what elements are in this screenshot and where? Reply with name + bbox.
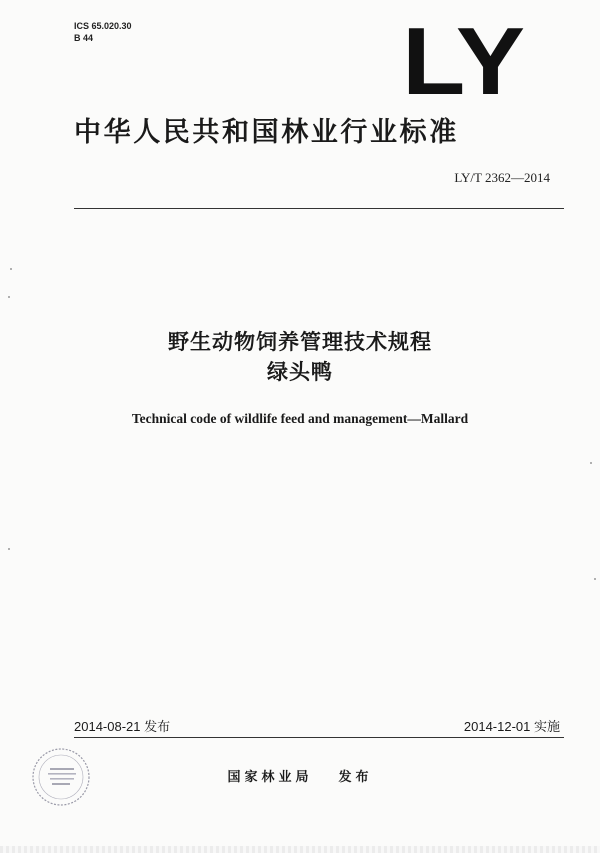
scan-speck [590, 462, 592, 464]
scan-edge [0, 846, 600, 853]
scan-speck [594, 578, 596, 580]
standard-number: LY/T 2362—2014 [454, 170, 550, 185]
issue-date: 2014-08-21 发布 [74, 719, 171, 734]
effective-date: 2014-12-01 实施 [463, 719, 560, 734]
ccs-code: B 44 [74, 33, 94, 43]
classification-codes [74, 20, 132, 44]
circular-seal-icon [28, 744, 94, 810]
footer-divider [74, 737, 564, 738]
header-divider [74, 208, 564, 209]
document-title: 野生动物饲养管理技术规程 [168, 330, 432, 354]
ly-logo: LY [402, 8, 525, 115]
scan-speck [10, 268, 12, 270]
ics-code: ICS 65.020.30 [74, 21, 132, 31]
standard-category-title: 中华人民共和国林业行业标准 [74, 117, 459, 148]
document-english-title: Technical code of wildlife feed and management—Mallard [131, 411, 469, 426]
issuer-action: 发布 [338, 770, 373, 785]
issuing-organization: 国家林业局 [227, 770, 313, 785]
scan-speck [8, 296, 10, 298]
document-subtitle: 绿头鸭 [267, 360, 333, 384]
scan-speck [8, 548, 10, 550]
